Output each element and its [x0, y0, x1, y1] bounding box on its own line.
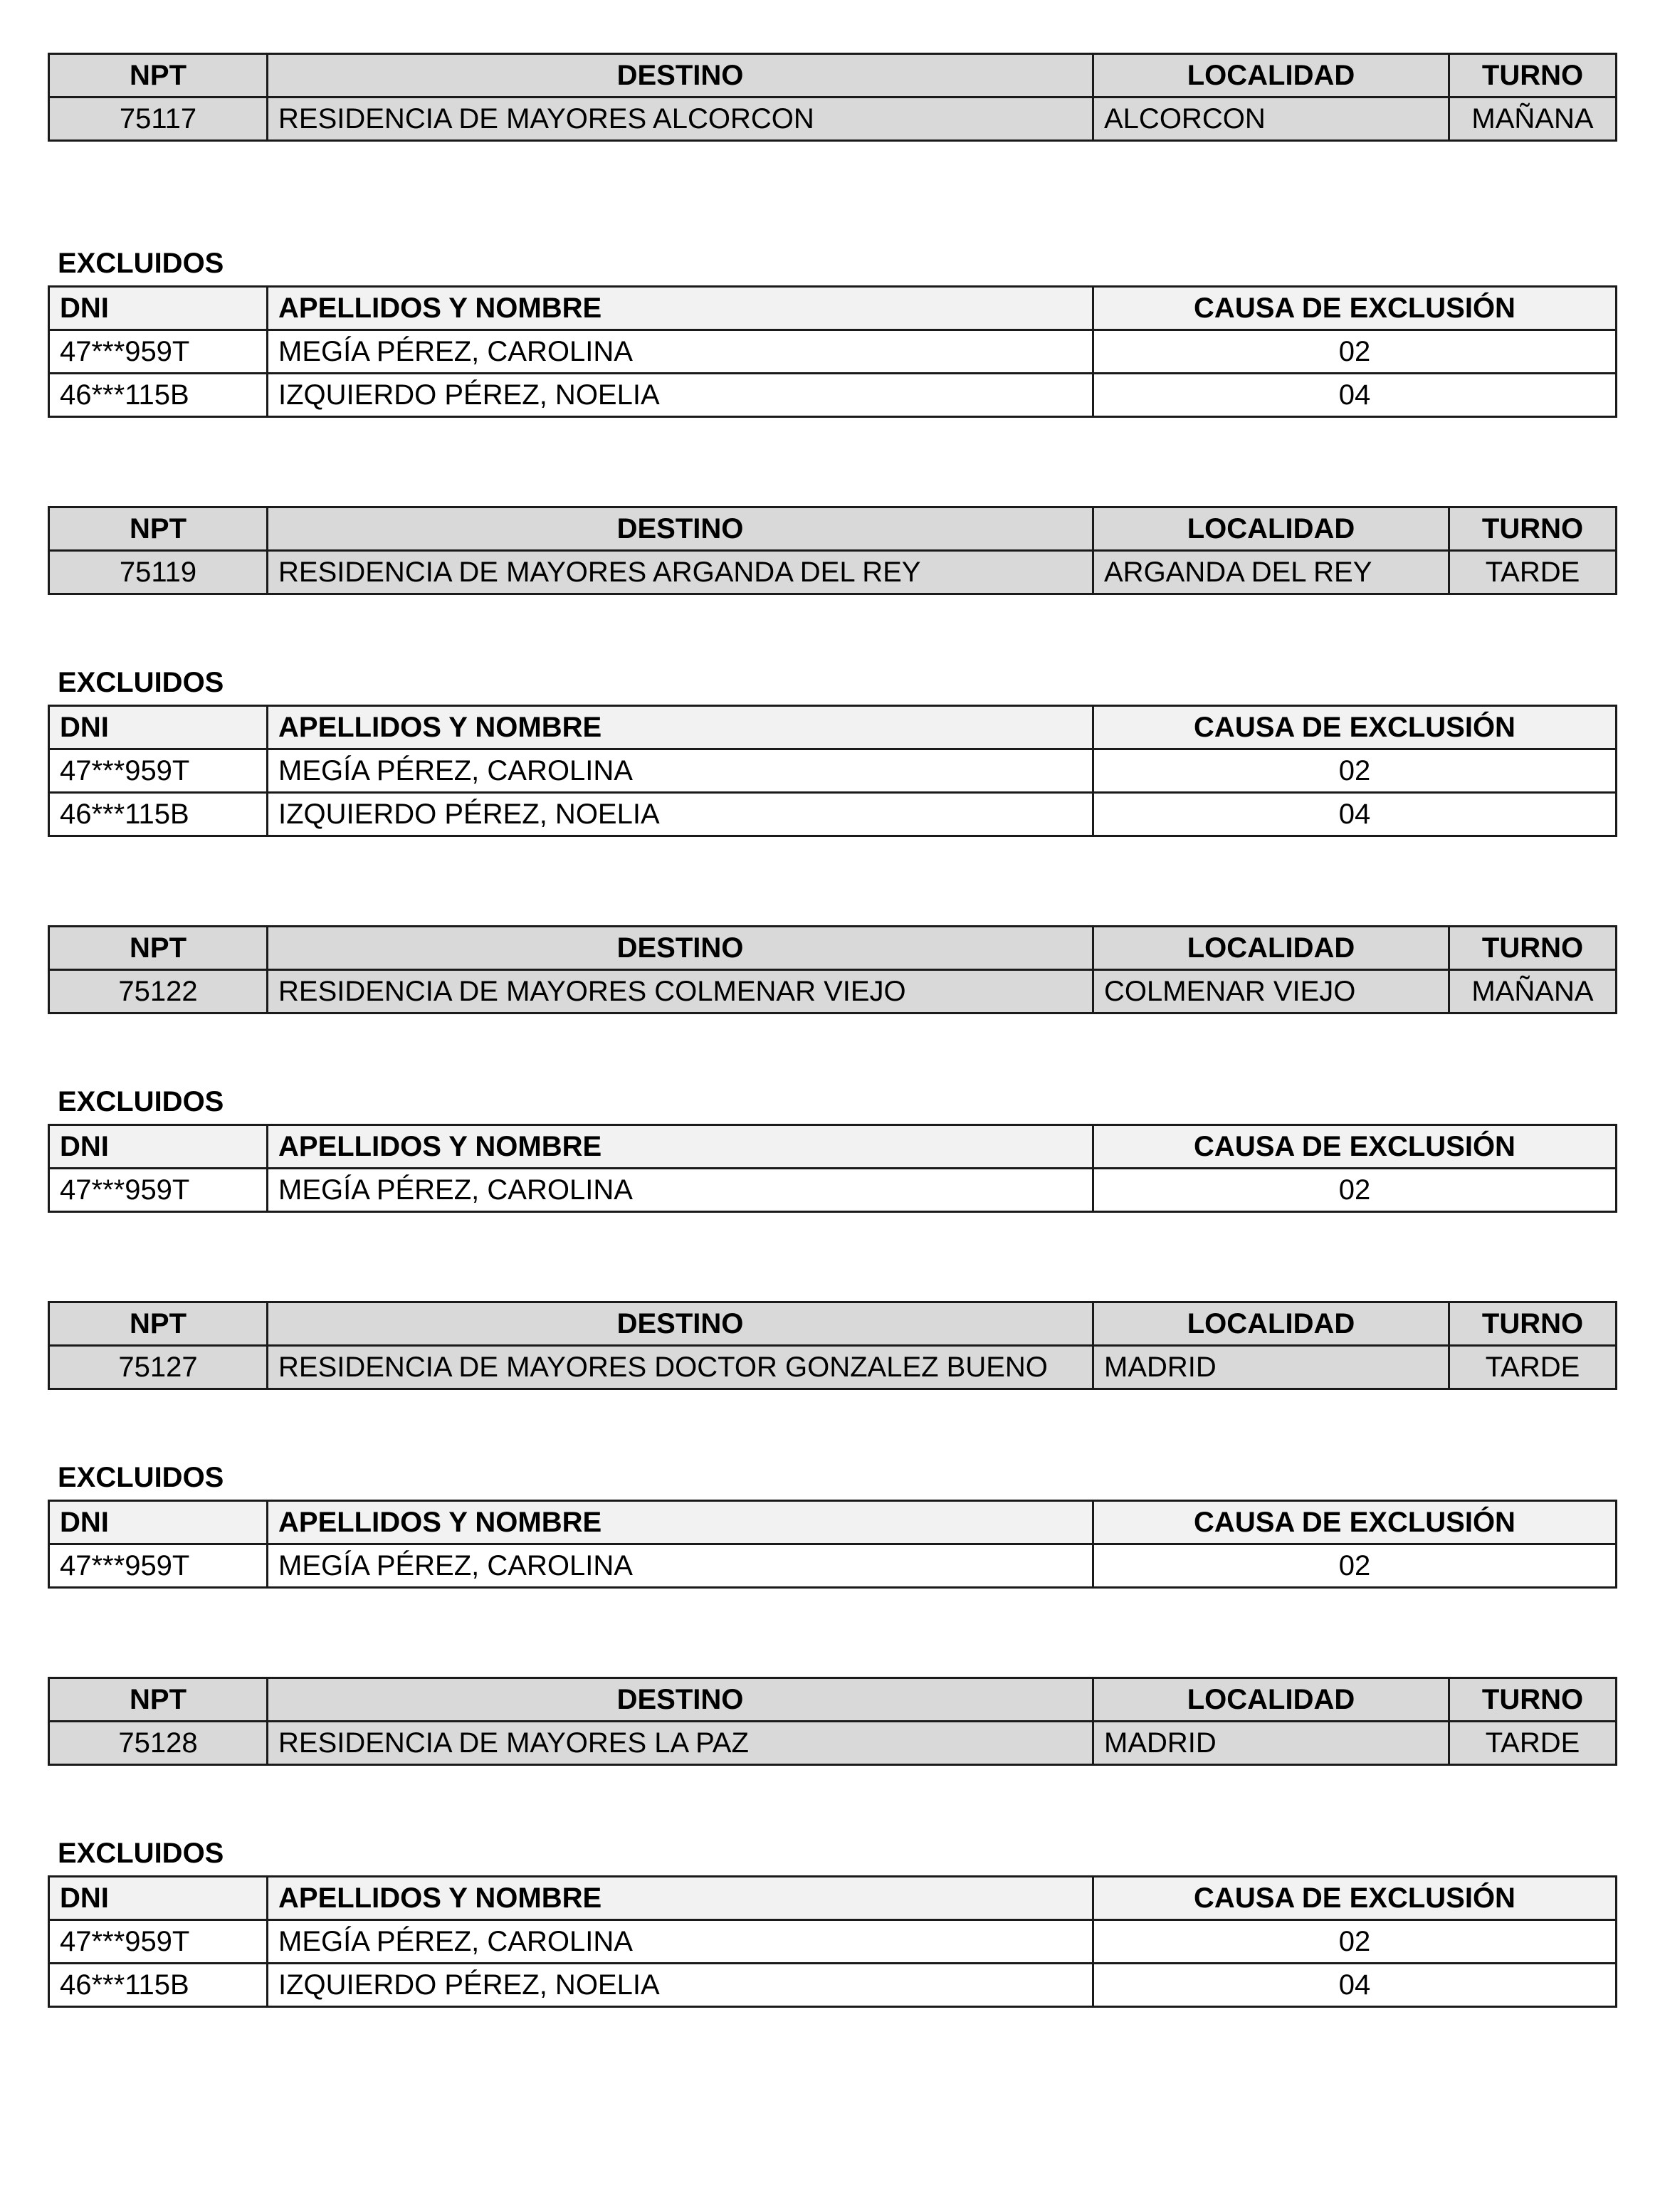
npt-cell: 75128 [49, 1722, 268, 1765]
turno-cell: MAÑANA [1449, 98, 1617, 141]
destino-group [48, 53, 1615, 418]
destino-header-row [49, 507, 1617, 551]
destino-table [48, 506, 1617, 595]
causa-header: CAUSA DE EXCLUSIÓN [1093, 287, 1617, 330]
causa-cell: 02 [1093, 1169, 1617, 1212]
destino-cell: RESIDENCIA DE MAYORES DOCTOR GONZALEZ BUENO [268, 1346, 1093, 1389]
turno-header: TURNO [1449, 507, 1617, 551]
nombre-header: APELLIDOS Y NOMBRE [268, 1125, 1093, 1169]
destino-row [49, 551, 1617, 594]
causa-cell: 02 [1093, 1544, 1617, 1588]
nombre-cell: MEGÍA PÉREZ, CAROLINA [268, 1544, 1093, 1588]
destino-header: DESTINO [268, 1302, 1093, 1346]
dni-cell: 46***115B [49, 374, 268, 417]
destino-header: DESTINO [268, 1678, 1093, 1722]
localidad-cell: ALCORCON [1093, 98, 1449, 141]
excluidos-table [48, 1124, 1617, 1213]
nombre-header: APELLIDOS Y NOMBRE [268, 1501, 1093, 1544]
causa-cell: 02 [1093, 1920, 1617, 1964]
nombre-cell: MEGÍA PÉREZ, CAROLINA [268, 330, 1093, 374]
localidad-header: LOCALIDAD [1093, 1302, 1449, 1346]
excluidos-table [48, 1875, 1617, 2008]
excluidos-header-row [49, 287, 1617, 330]
nombre-cell: IZQUIERDO PÉREZ, NOELIA [268, 1964, 1093, 2007]
excluidos-header-row [49, 1877, 1617, 1920]
turno-cell: TARDE [1449, 551, 1617, 594]
dni-cell: 47***959T [49, 330, 268, 374]
destino-cell: RESIDENCIA DE MAYORES ALCORCON [268, 98, 1093, 141]
turno-cell: MAÑANA [1449, 970, 1617, 1013]
excluido-row [49, 1169, 1617, 1212]
localidad-cell: COLMENAR VIEJO [1093, 970, 1449, 1013]
dni-cell: 47***959T [49, 1544, 268, 1588]
nombre-header: APELLIDOS Y NOMBRE [268, 706, 1093, 749]
turno-header: TURNO [1449, 54, 1617, 98]
localidad-header: LOCALIDAD [1093, 1678, 1449, 1722]
causa-header: CAUSA DE EXCLUSIÓN [1093, 1877, 1617, 1920]
destino-table [48, 925, 1617, 1014]
excluidos-header-row [49, 1125, 1617, 1169]
turno-header: TURNO [1449, 1302, 1617, 1346]
npt-header: NPT [49, 1302, 268, 1346]
excluido-row [49, 1964, 1617, 2007]
dni-cell: 46***115B [49, 1964, 268, 2007]
npt-header: NPT [49, 927, 268, 970]
excluidos-title: EXCLUIDOS [58, 1838, 224, 1869]
nombre-header: APELLIDOS Y NOMBRE [268, 1877, 1093, 1920]
excluidos-header-row [49, 1501, 1617, 1544]
turno-cell: TARDE [1449, 1722, 1617, 1765]
npt-cell: 75117 [49, 98, 268, 141]
excluidos-title: EXCLUIDOS [58, 1086, 224, 1117]
destino-group [48, 1301, 1615, 1589]
localidad-header: LOCALIDAD [1093, 54, 1449, 98]
destino-table [48, 1301, 1617, 1390]
localidad-header: LOCALIDAD [1093, 507, 1449, 551]
destino-header: DESTINO [268, 54, 1093, 98]
destino-cell: RESIDENCIA DE MAYORES LA PAZ [268, 1722, 1093, 1765]
excluido-row [49, 1920, 1617, 1964]
destino-cell: RESIDENCIA DE MAYORES COLMENAR VIEJO [268, 970, 1093, 1013]
destino-group [48, 506, 1615, 837]
excluidos-table [48, 1500, 1617, 1589]
causa-cell: 04 [1093, 1964, 1617, 2007]
destino-table [48, 53, 1617, 142]
causa-cell: 04 [1093, 374, 1617, 417]
excluido-row [49, 1544, 1617, 1588]
excluido-row [49, 749, 1617, 793]
dni-cell: 47***959T [49, 1920, 268, 1964]
nombre-header: APELLIDOS Y NOMBRE [268, 287, 1093, 330]
destino-header-row [49, 927, 1617, 970]
dni-header: DNI [49, 1501, 268, 1544]
turno-header: TURNO [1449, 927, 1617, 970]
dni-cell: 46***115B [49, 793, 268, 836]
excluidos-title: EXCLUIDOS [58, 1462, 224, 1493]
destino-row [49, 1346, 1617, 1389]
causa-header: CAUSA DE EXCLUSIÓN [1093, 1125, 1617, 1169]
nombre-cell: IZQUIERDO PÉREZ, NOELIA [268, 793, 1093, 836]
localidad-cell: MADRID [1093, 1722, 1449, 1765]
npt-cell: 75127 [49, 1346, 268, 1389]
destino-table [48, 1677, 1617, 1766]
causa-cell: 04 [1093, 793, 1617, 836]
excluido-row [49, 793, 1617, 836]
turno-cell: TARDE [1449, 1346, 1617, 1389]
destino-header: DESTINO [268, 507, 1093, 551]
dni-header: DNI [49, 1125, 268, 1169]
nombre-cell: MEGÍA PÉREZ, CAROLINA [268, 749, 1093, 793]
npt-cell: 75119 [49, 551, 268, 594]
destino-header-row [49, 1302, 1617, 1346]
causa-cell: 02 [1093, 330, 1617, 374]
destino-group [48, 925, 1615, 1213]
localidad-header: LOCALIDAD [1093, 927, 1449, 970]
destino-row [49, 98, 1617, 141]
destino-row [49, 970, 1617, 1013]
excluido-row [49, 374, 1617, 417]
npt-cell: 75122 [49, 970, 268, 1013]
causa-header: CAUSA DE EXCLUSIÓN [1093, 1501, 1617, 1544]
destino-header-row [49, 54, 1617, 98]
turno-header: TURNO [1449, 1678, 1617, 1722]
destino-header-row [49, 1678, 1617, 1722]
localidad-cell: MADRID [1093, 1346, 1449, 1389]
causa-header: CAUSA DE EXCLUSIÓN [1093, 706, 1617, 749]
destino-header: DESTINO [268, 927, 1093, 970]
excluidos-title: EXCLUIDOS [58, 667, 224, 698]
destino-cell: RESIDENCIA DE MAYORES ARGANDA DEL REY [268, 551, 1093, 594]
destino-group [48, 1677, 1615, 2008]
dni-header: DNI [49, 1877, 268, 1920]
dni-header: DNI [49, 287, 268, 330]
npt-header: NPT [49, 1678, 268, 1722]
destino-row [49, 1722, 1617, 1765]
excluido-row [49, 330, 1617, 374]
excluidos-header-row [49, 706, 1617, 749]
causa-cell: 02 [1093, 749, 1617, 793]
nombre-cell: MEGÍA PÉREZ, CAROLINA [268, 1169, 1093, 1212]
excluidos-title: EXCLUIDOS [58, 248, 224, 279]
dni-cell: 47***959T [49, 749, 268, 793]
npt-header: NPT [49, 54, 268, 98]
nombre-cell: IZQUIERDO PÉREZ, NOELIA [268, 374, 1093, 417]
nombre-cell: MEGÍA PÉREZ, CAROLINA [268, 1920, 1093, 1964]
dni-cell: 47***959T [49, 1169, 268, 1212]
excluidos-table [48, 705, 1617, 837]
dni-header: DNI [49, 706, 268, 749]
excluidos-table [48, 285, 1617, 418]
document-body [48, 53, 1615, 2008]
localidad-cell: ARGANDA DEL REY [1093, 551, 1449, 594]
npt-header: NPT [49, 507, 268, 551]
